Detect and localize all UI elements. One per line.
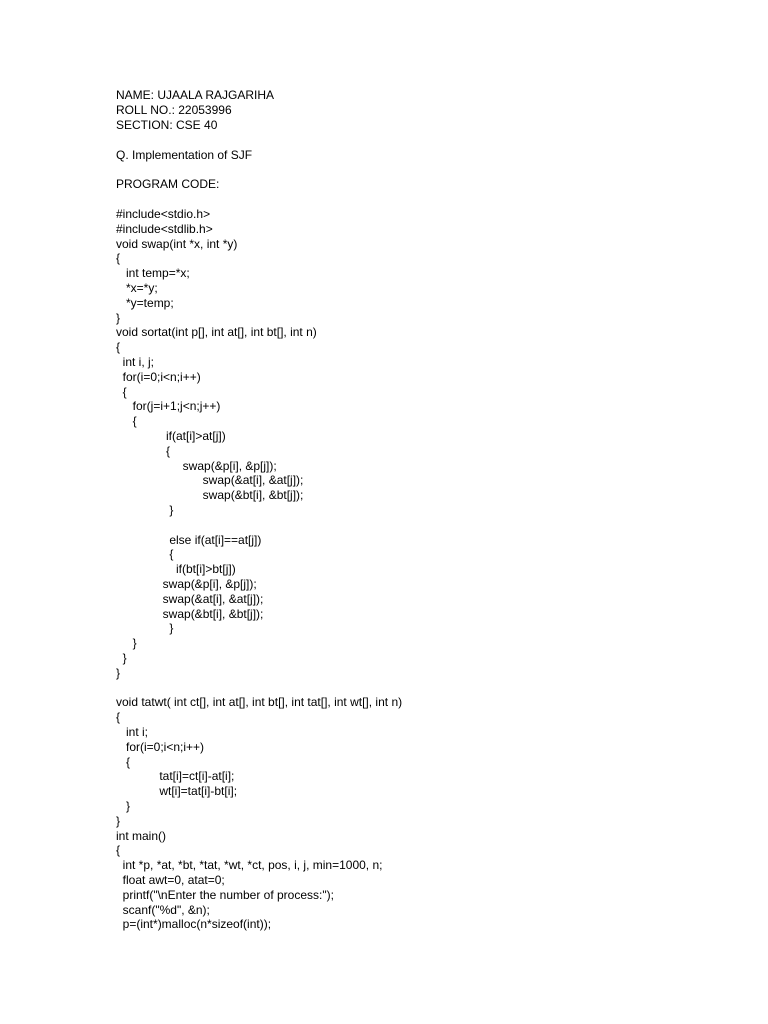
- code-line: swap(&bt[i], &bt[j]);: [116, 606, 264, 621]
- code-line: int i;: [116, 725, 149, 739]
- code-line: for(i=0;i<n;i++): [116, 739, 205, 754]
- code-line: if(at[i]>at[j]): [116, 429, 226, 443]
- code-line: {: [116, 384, 127, 399]
- code-line: #include<stdio.h>: [116, 207, 211, 221]
- code-line: {: [116, 843, 121, 858]
- code-line: }: [116, 813, 121, 828]
- code-line: for(i=0;i<n;i++): [116, 369, 201, 384]
- code-line: swap(&p[i], &p[j]);: [116, 577, 257, 591]
- code-line: int main(): [116, 828, 167, 843]
- code-line: float awt=0, atat=0;: [116, 873, 225, 887]
- code-line: void tatwt( int ct[], int at[], int bt[], int tat[], int wt[], int n): [116, 695, 403, 710]
- program-code-heading: PROGRAM CODE:: [116, 177, 220, 191]
- code-line: int temp=*x;: [116, 266, 190, 281]
- code-line: int i, j;: [116, 355, 155, 369]
- code-line: int *p, *at, *bt, *tat, *wt, *ct, pos, i, j, min=1000, n;: [116, 858, 383, 873]
- roll-number: ROLL NO.: 22053996: [116, 103, 232, 117]
- code-line: {: [116, 414, 137, 429]
- code-line: }: [116, 799, 131, 813]
- code-line: if(bt[i]>bt[j]): [116, 562, 236, 577]
- code-line: }: [116, 621, 174, 636]
- code-line: {: [116, 443, 171, 458]
- code-line: wt[i]=tat[i]-bt[i];: [116, 784, 238, 799]
- code-line: for(j=i+1;j<n;j++): [116, 399, 221, 414]
- code-line: {: [116, 710, 121, 725]
- code-line: scanf("%d", &n);: [116, 902, 210, 917]
- section: SECTION: CSE 40: [116, 118, 218, 132]
- code-line: }: [116, 310, 121, 325]
- question-title: Q. Implementation of SJF: [116, 148, 253, 162]
- code-line: }: [116, 665, 121, 680]
- code-line: printf("\nEnter the number of process:");: [116, 887, 334, 902]
- code-line: {: [116, 754, 131, 769]
- code-line: swap(&at[i], &at[j]);: [116, 591, 264, 606]
- code-line: }: [116, 651, 127, 665]
- code-line: void swap(int *x, int *y): [116, 236, 238, 251]
- code-line: {: [116, 547, 174, 562]
- code-line: else if(at[i]==at[j]): [116, 532, 262, 547]
- code-line: #include<stdlib.h>: [116, 221, 213, 236]
- student-name: NAME: UJAALA RAJGARIHA: [116, 88, 275, 102]
- code-line: p=(int*)malloc(n*sizeof(int));: [116, 917, 272, 932]
- code-line: }: [116, 503, 174, 517]
- code-line: {: [116, 251, 121, 266]
- code-line: *y=temp;: [116, 295, 174, 310]
- code-line: swap(&p[i], &p[j]);: [116, 458, 277, 473]
- code-line: tat[i]=ct[i]-at[i];: [116, 769, 235, 784]
- code-line: swap(&at[i], &at[j]);: [116, 473, 304, 488]
- code-line: swap(&bt[i], &bt[j]);: [116, 488, 304, 503]
- code-line: void sortat(int p[], int at[], int bt[], int n): [116, 325, 317, 340]
- code-line: *x=*y;: [116, 281, 158, 295]
- code-line: }: [116, 636, 137, 651]
- code-line: {: [116, 340, 121, 355]
